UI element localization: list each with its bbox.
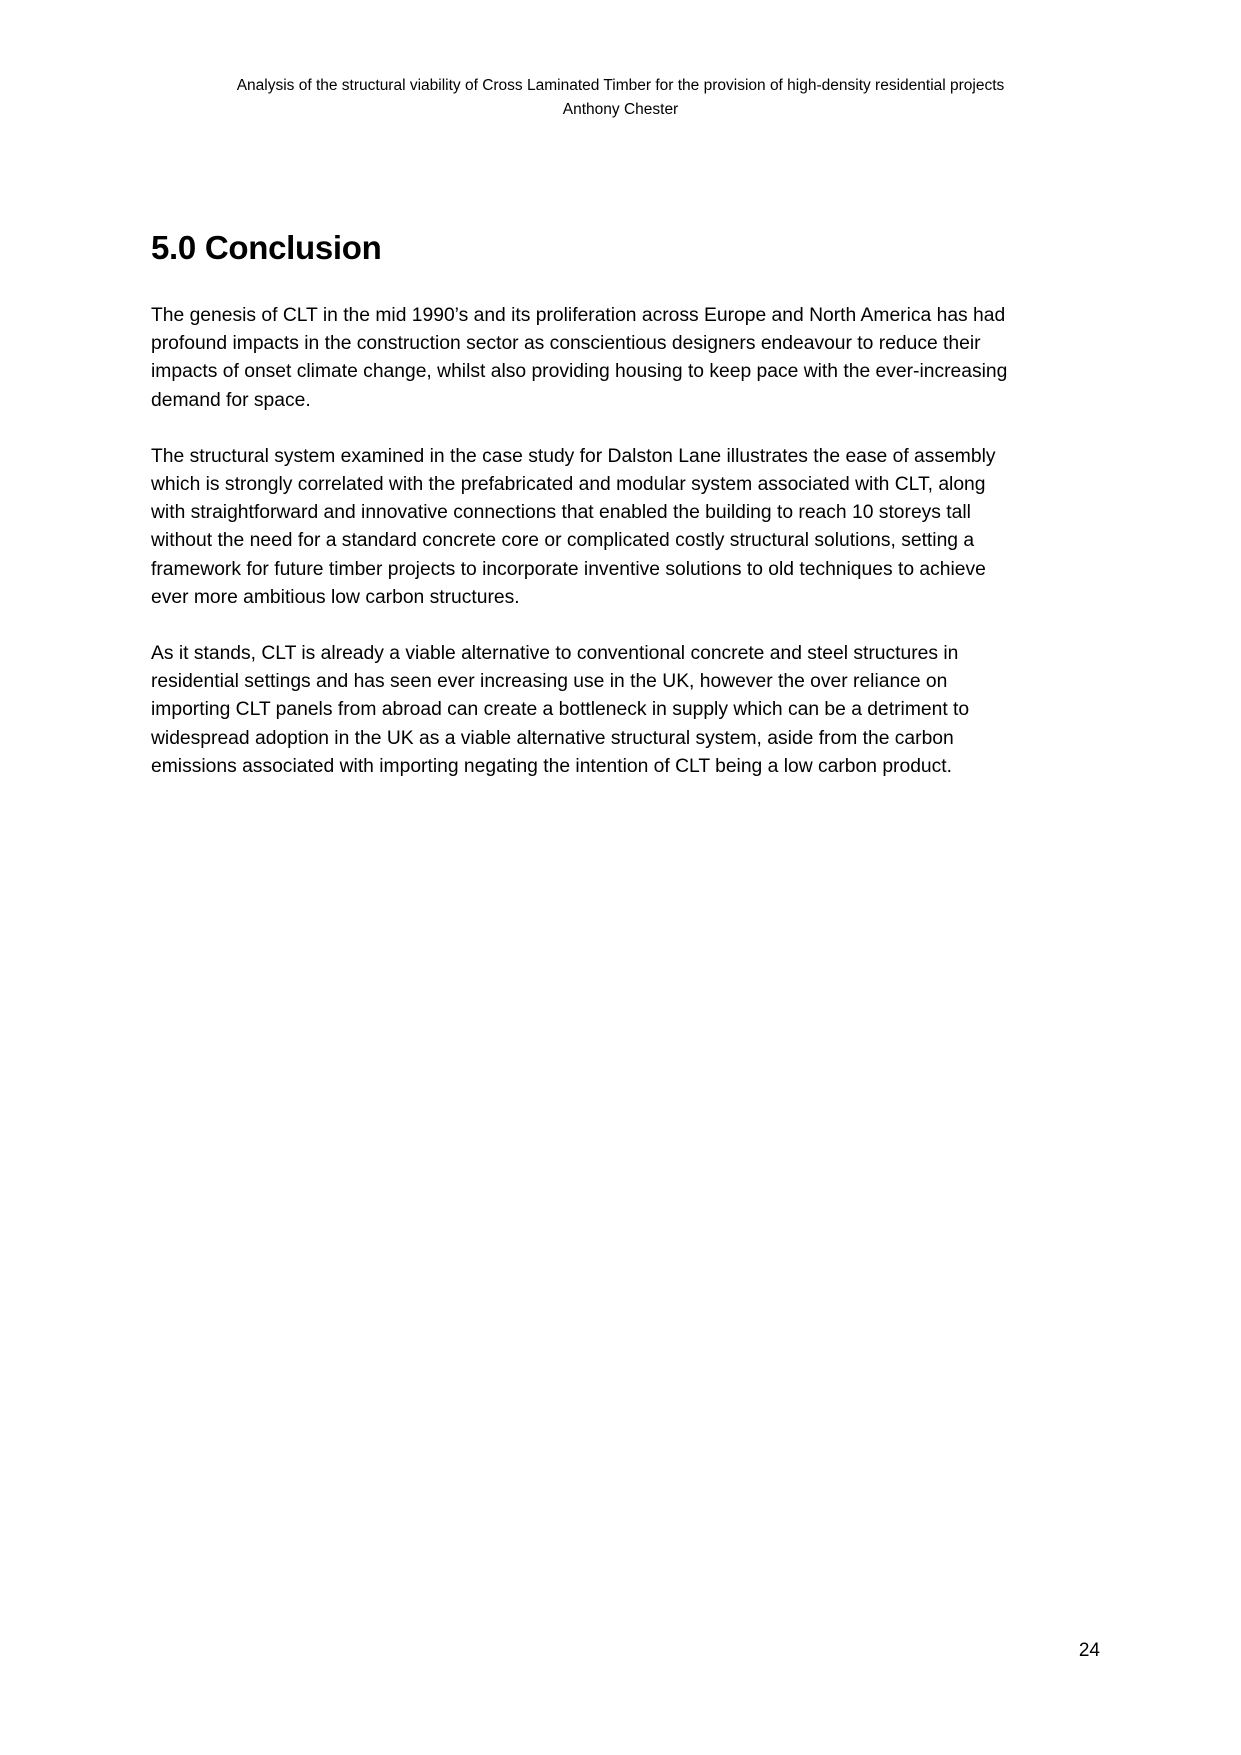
running-header (0, 74, 1241, 122)
paragraph-line: demand for space. (151, 389, 311, 411)
body-text (151, 302, 1101, 809)
section-heading: 5.0 Conclusion (151, 229, 382, 266)
paragraph-line: As it stands, CLT is already a viable alternative to conventional concrete and steel structures in (151, 643, 959, 665)
paragraph-3 (151, 640, 1101, 781)
paragraph-line: importing CLT panels from abroad can create a bottleneck in supply which can be a detriment to (151, 699, 970, 721)
paragraph-line: The structural system examined in the case study for Dalston Lane illustrates the ease of assembly (151, 445, 996, 467)
paragraph-line: emissions associated with importing negating the intention of CLT being a low carbon product. (151, 755, 952, 777)
paragraph-line: which is strongly correlated with the prefabricated and modular system associated with CLT, along (151, 474, 986, 496)
paragraph-line: ever more ambitious low carbon structures. (151, 586, 520, 608)
paragraph-line: without the need for a standard concrete core or complicated costly structural solutions, setting a (151, 530, 975, 552)
paragraph-line: The genesis of CLT in the mid 1990’s and its proliferation across Europe and North America has had (151, 305, 1006, 326)
paragraph-line: widespread adoption in the UK as a viable alternative structural system, aside from the carbon (151, 727, 954, 749)
paragraph-line: profound impacts in the construction sector as conscientious designers endeavour to reduce their (151, 333, 981, 355)
paragraph-line: impacts of onset climate change, whilst also providing housing to keep pace with the ever-increasing (151, 361, 1008, 383)
paragraph-line: with straightforward and innovative connections that enabled the building to reach 10 storeys tall (151, 502, 971, 524)
header-title: Analysis of the structural viability of Cross Laminated Timber for the provision of high-density residential projects (236, 77, 1005, 94)
header-author: Anthony Chester (562, 101, 679, 118)
page-number: 24 (1078, 1640, 1100, 1661)
paragraph-line: residential settings and has seen ever increasing use in the UK, however the over reliance on (151, 671, 948, 693)
paragraph-line: framework for future timber projects to incorporate inventive solutions to old techniques to achieve (151, 558, 986, 580)
paragraph-2 (151, 443, 1101, 612)
paragraph-1 (151, 302, 1101, 415)
